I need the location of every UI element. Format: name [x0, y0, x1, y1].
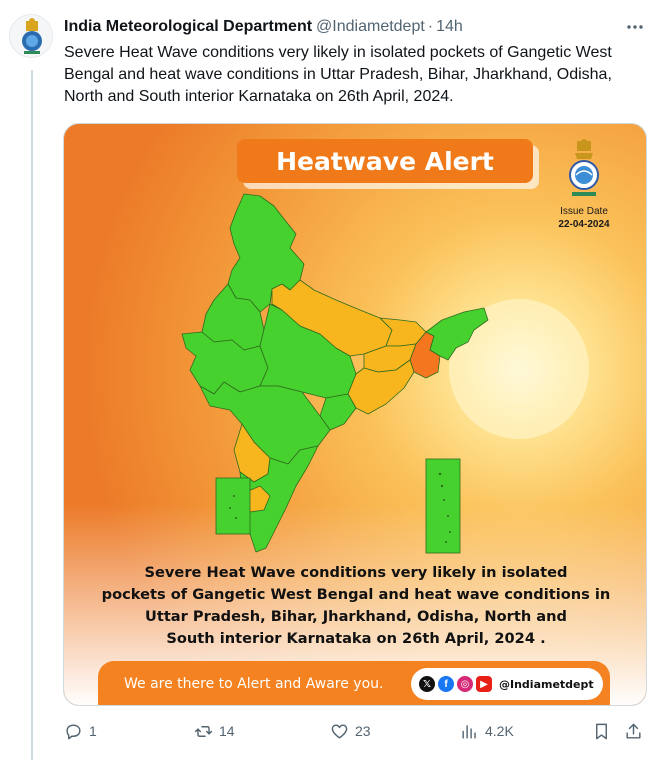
youtube-icon: ▶ [476, 676, 492, 692]
bookmark-button[interactable] [592, 718, 611, 744]
heart-icon [330, 722, 349, 741]
imd-emblem-icon [10, 15, 53, 58]
alert-title: Heatwave Alert [276, 146, 494, 176]
reply-icon [64, 722, 83, 741]
alert-body-line: South interior Karnataka on 26th April, 2024 . [166, 630, 546, 647]
like-button[interactable] [330, 718, 371, 744]
like-count: 23 [355, 723, 371, 739]
india-heatwave-map [64, 124, 647, 564]
share-icon [624, 722, 643, 741]
facebook-icon: f [438, 676, 454, 692]
views-icon [460, 722, 479, 741]
heatwave-alert-image[interactable] [63, 123, 647, 706]
instagram-icon: ◎ [457, 676, 473, 692]
author-name[interactable]: India Meteorological Department [64, 18, 313, 35]
views-button[interactable] [460, 718, 514, 744]
timestamp[interactable]: 14h [436, 18, 463, 35]
retweet-count: 14 [219, 723, 235, 739]
author-handle[interactable]: @Indiametdept [316, 18, 425, 35]
reply-button[interactable] [64, 718, 97, 744]
x-icon: 𝕏 [419, 676, 435, 692]
alert-body-line: pockets of Gangetic West Bengal and heat wave conditions in [101, 586, 611, 603]
alert-body-line: Severe Heat Wave conditions very likely in isolated [144, 564, 568, 581]
share-button[interactable] [624, 718, 643, 744]
bookmark-icon [592, 722, 611, 741]
more-horizontal-icon[interactable] [622, 14, 648, 40]
retweet-icon [194, 722, 213, 741]
tweet-header [64, 16, 648, 38]
tweet-actions [64, 718, 652, 744]
footer-handle: @Indiametdept [499, 677, 594, 691]
footer-slogan: We are there to Alert and Aware you. [124, 676, 384, 692]
map-inset-andaman-nicobar [426, 459, 460, 553]
alert-body-line: Uttar Pradesh, Bihar, Jharkhand, Odisha, North and [145, 608, 567, 625]
map-region-northeast [426, 308, 488, 360]
reply-count: 1 [89, 723, 97, 739]
retweet-button[interactable] [194, 718, 235, 744]
avatar[interactable] [9, 14, 53, 58]
thread-line [31, 70, 33, 760]
views-count: 4.2K [485, 723, 514, 739]
alert-body-text [84, 562, 628, 650]
tweet-text: Severe Heat Wave conditions very likely in isolated pockets of Gangetic West Bengal and heat wave conditions in Uttar Pradesh, Bihar, Jharkhand, Odisha, North and South interior Karnataka on 26th April, 2024. [64, 44, 612, 105]
issue-date-label: Issue Date [560, 206, 608, 217]
issue-date-value: 22-04-2024 [558, 219, 610, 230]
separator: · [427, 18, 434, 35]
footer-social [411, 668, 603, 700]
map-inset-lakshadweep [216, 478, 250, 534]
